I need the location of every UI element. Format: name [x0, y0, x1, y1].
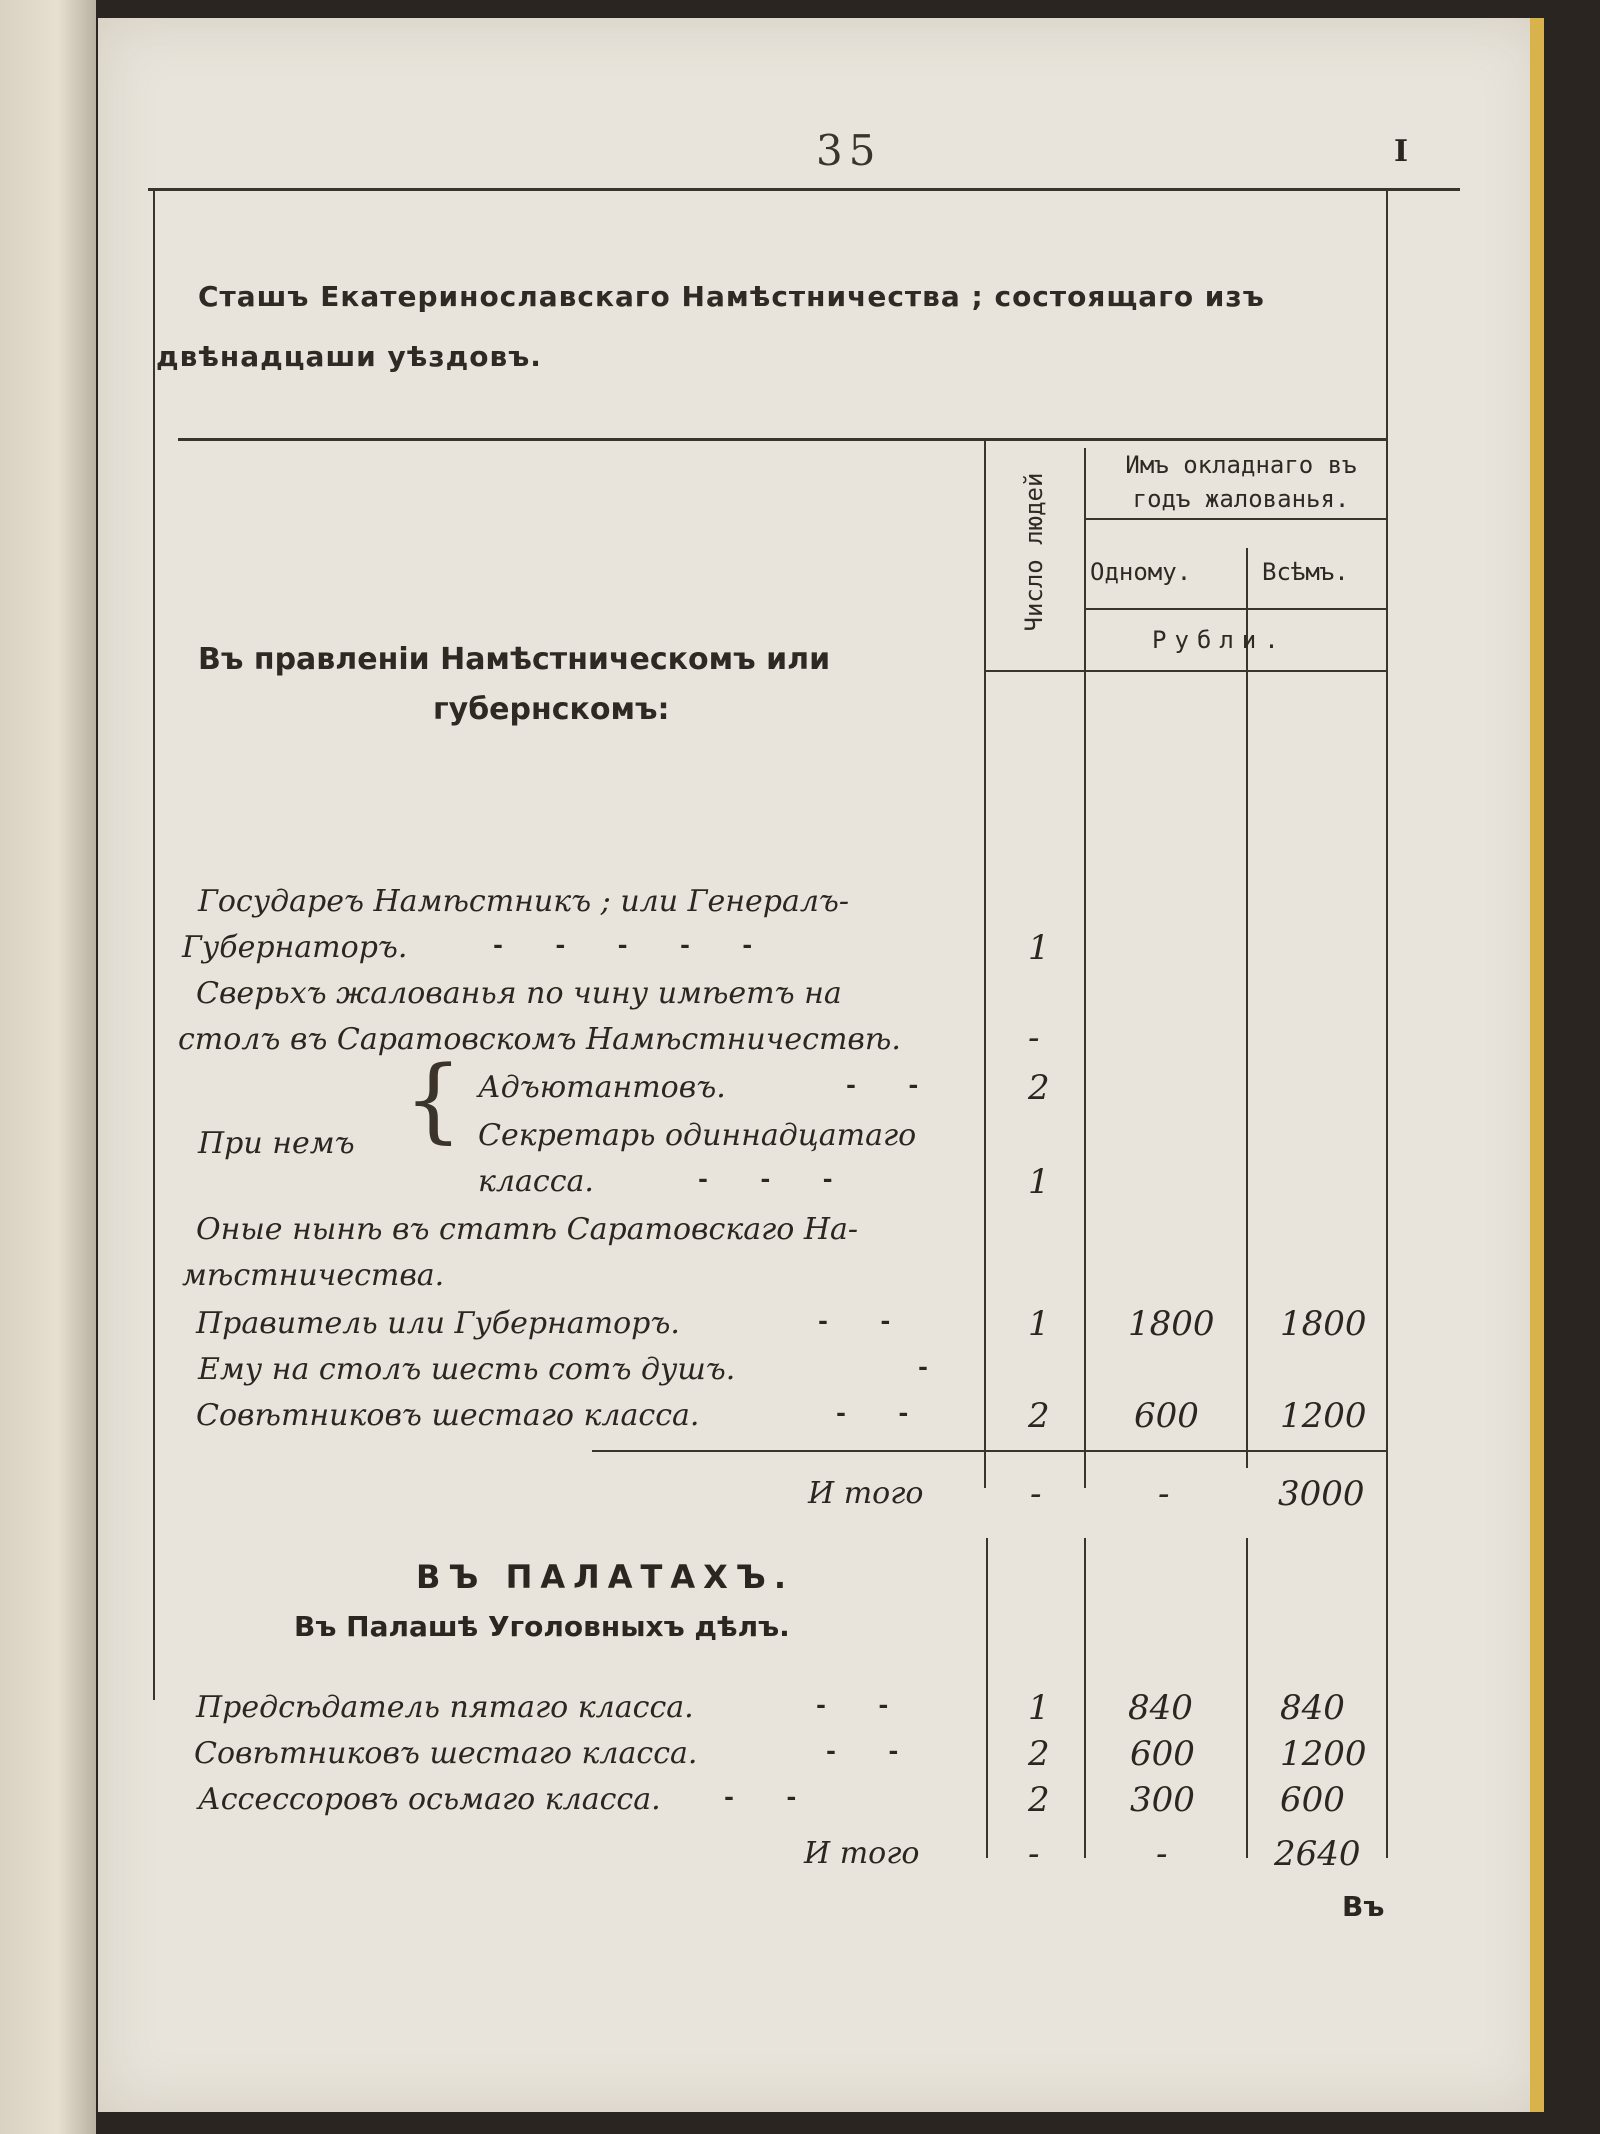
- col-rule-count-left-2: [986, 1538, 988, 1858]
- leader-dashes: - -: [816, 1690, 911, 1719]
- leader-dashes: - -: [846, 1070, 941, 1099]
- row-one: 600: [1130, 1734, 1195, 1774]
- header-one: Одному.: [1090, 558, 1192, 586]
- leader-dashes: - - - - -: [493, 930, 775, 959]
- row-count: 1: [1028, 928, 1050, 968]
- row-count: 1: [1028, 1688, 1050, 1728]
- curly-brace: {: [404, 1046, 463, 1153]
- row-count: 2: [1028, 1734, 1050, 1774]
- title-line-2: двѣнадцаши уѣздовъ.: [156, 340, 542, 373]
- book-page: [98, 18, 1544, 2112]
- total-count: -: [1030, 1474, 1042, 1514]
- col-rule-count-left: [984, 438, 986, 1488]
- row-one: 840: [1128, 1688, 1193, 1728]
- leader-dashes: - -: [826, 1736, 921, 1765]
- page-edge-gilding: [1530, 18, 1544, 2112]
- row-text: Правитель или Губернаторъ.: [196, 1306, 680, 1341]
- top-rule: [148, 188, 1460, 191]
- row-text: Совѣтниковъ шестаго класса.: [194, 1736, 698, 1771]
- row-one: 1800: [1128, 1304, 1215, 1344]
- leader-dashes: - -: [836, 1398, 931, 1427]
- leader-dashes: -: [918, 1352, 928, 1381]
- right-frame-rule-2: [1386, 1698, 1388, 1858]
- header-rule-units: [986, 670, 1386, 672]
- header-rule-subcols: [1086, 608, 1386, 610]
- catchword: Въ: [1342, 1890, 1385, 1923]
- total-all: 3000: [1278, 1474, 1365, 1514]
- row-all: 1200: [1280, 1734, 1367, 1774]
- total-one: -: [1156, 1834, 1168, 1874]
- row-count: 1: [1028, 1162, 1050, 1202]
- page-number: 35: [816, 126, 882, 175]
- header-unit: Рубли.: [1152, 626, 1287, 654]
- pri-nem-label: При немъ: [198, 1126, 355, 1161]
- row-text: мѣстничества.: [182, 1258, 445, 1293]
- total-count: -: [1028, 1834, 1040, 1874]
- row-count: 2: [1028, 1068, 1050, 1108]
- col-rule-count-right: [1084, 448, 1086, 1488]
- row-all: 840: [1280, 1688, 1345, 1728]
- table-header-rule: [178, 438, 1386, 441]
- title-line-1: Сташъ Екатеринославскаго Намѣстничества ; состоящаго изъ: [198, 280, 1265, 313]
- header-rule-salary: [1086, 518, 1386, 520]
- leader-dashes: - -: [724, 1782, 819, 1811]
- header-count: Число людей: [1020, 472, 1048, 632]
- total-label: И того: [808, 1476, 924, 1511]
- section2-caption: ВЪ ПАЛАТАХЪ.: [416, 1558, 794, 1596]
- total-all: 2640: [1274, 1834, 1361, 1874]
- row-text: Государеъ Намѣстникъ ; или Генералъ-: [198, 884, 850, 919]
- row-text: класса.: [478, 1164, 594, 1199]
- row-text: Ему на столъ шесть сотъ душъ.: [198, 1352, 736, 1387]
- row-text: Оные нынѣ въ статѣ Саратовскаго На-: [196, 1212, 859, 1247]
- section1-title-line1: Въ правленіи Намѣстническомъ или: [198, 642, 831, 677]
- previous-page-edge: [0, 0, 96, 2134]
- col-rule-one-all: [1246, 548, 1248, 1468]
- row-all: 600: [1280, 1780, 1345, 1820]
- row-text: столъ въ Саратовскомъ Намѣстничествѣ.: [178, 1022, 901, 1057]
- header-salary: Имъ окладнаго въ годъ жалованья.: [1125, 451, 1357, 513]
- total-label: И того: [804, 1836, 920, 1871]
- row-text: Совѣтниковъ шестаго класса.: [196, 1398, 700, 1433]
- row-text: Предсѣдатель пятаго класса.: [196, 1690, 694, 1725]
- subtotal-rule: [592, 1450, 1386, 1452]
- header-all: Всѣмъ.: [1262, 558, 1349, 586]
- row-count: -: [1028, 1018, 1040, 1058]
- left-frame-rule: [153, 190, 155, 1700]
- total-one: -: [1158, 1474, 1170, 1514]
- row-one: 300: [1130, 1780, 1195, 1820]
- row-text: Сверьхъ жалованья по чину имѣетъ на: [196, 976, 842, 1011]
- leader-dashes: - - -: [698, 1164, 855, 1193]
- section1-title-line2: губернскомъ:: [433, 692, 670, 727]
- row-count: 2: [1028, 1780, 1050, 1820]
- row-one: 600: [1134, 1396, 1199, 1436]
- row-count: 2: [1028, 1396, 1050, 1436]
- leader-dashes: - -: [818, 1306, 913, 1335]
- section2-subcaption: Въ Палашѣ Уголовныхъ дѣлъ.: [294, 1610, 790, 1643]
- row-text: Губернаторъ.: [182, 930, 408, 965]
- row-count: 1: [1028, 1304, 1050, 1344]
- col-rule-one-all-2: [1246, 1538, 1248, 1858]
- row-text: Секретарь одиннадцатаго: [478, 1118, 917, 1153]
- row-text: Адъютантовъ.: [478, 1070, 726, 1105]
- row-all: 1800: [1280, 1304, 1367, 1344]
- col-rule-count-right-2: [1084, 1538, 1086, 1858]
- row-all: 1200: [1280, 1396, 1367, 1436]
- row-text: Ассессоровъ осьмаго класса.: [198, 1782, 661, 1817]
- right-frame-rule: [1386, 190, 1388, 1700]
- signature-mark: I: [1394, 134, 1409, 169]
